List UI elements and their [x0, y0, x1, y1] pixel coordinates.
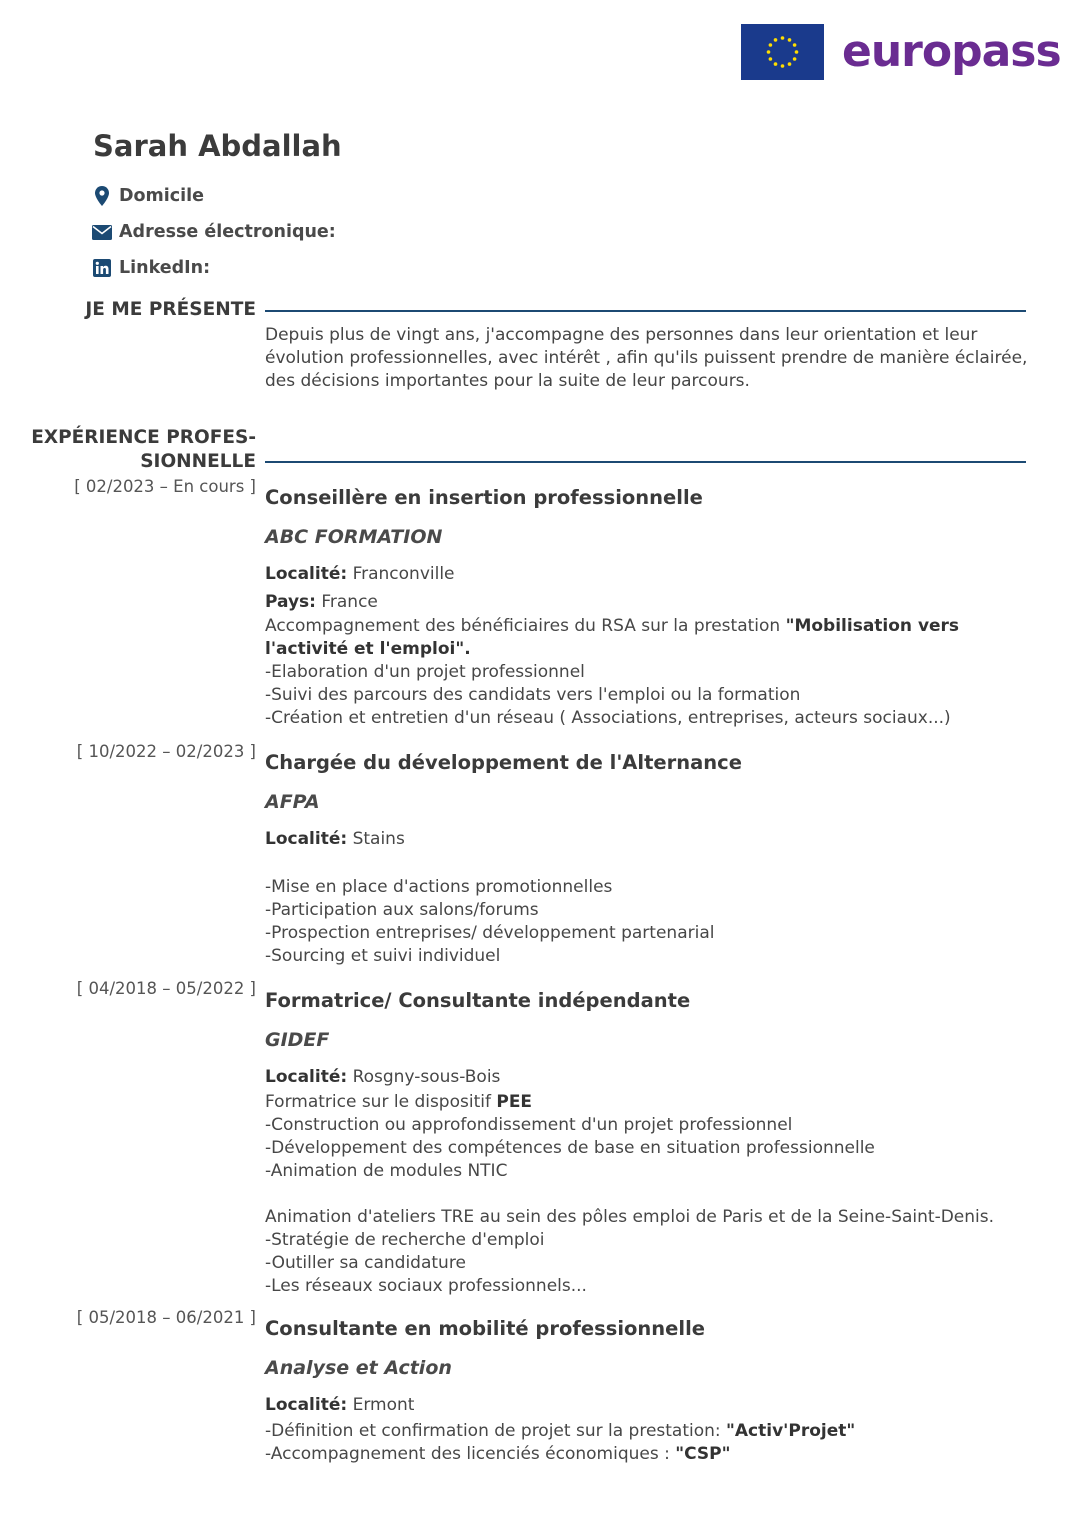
job-locality: Localité: Stains — [265, 829, 405, 849]
job-bullet: -Suivi des parcours des candidats vers l'emploi ou la formation — [265, 685, 801, 705]
job-bullet: -Accompagnement des licenciés économiques : "CSP" — [265, 1444, 731, 1464]
job-description: Formatrice sur le dispositif PEE — [265, 1092, 533, 1112]
job-bullet: -Animation de modules NTIC — [265, 1161, 508, 1181]
linkedin-icon — [91, 258, 113, 278]
contact-label: LinkedIn: — [119, 258, 211, 278]
eu-flag-logo — [741, 24, 824, 80]
job-bullet: -Outiller sa candidature — [265, 1253, 466, 1273]
job-locality: Localité: Ermont — [265, 1395, 415, 1415]
job-bullet: -Développement des compétences de base en situation professionnelle — [265, 1138, 875, 1158]
section-divider — [265, 461, 1026, 463]
job-title: Chargée du développement de l'Alternance — [265, 751, 742, 774]
job-locality: Localité: Franconville — [265, 564, 455, 584]
envelope-icon — [91, 222, 113, 242]
section-title-line: SIONNELLE — [140, 451, 256, 472]
europass-logo-text: europass — [842, 26, 1061, 77]
contact-address — [91, 184, 204, 208]
job-bullet: -Création et entretien d'un réseau ( Associations, entreprises, acteurs sociaux...) — [265, 708, 951, 728]
job-bullet: -Les réseaux sociaux professionnels... — [265, 1276, 587, 1296]
contact-label: Adresse électronique: — [119, 222, 336, 242]
job-employer: GIDEF — [265, 1029, 330, 1051]
contact-email — [91, 220, 336, 244]
job-title: Formatrice/ Consultante indépendante — [265, 989, 691, 1012]
job-dates: [ 02/2023 – En cours ] — [74, 477, 256, 496]
contact-label: Domicile — [119, 186, 205, 206]
job-employer: AFPA — [265, 791, 320, 813]
person-name: Sarah Abdallah — [93, 129, 342, 163]
section-title-line: EXPÉRIENCE PROFES- — [31, 427, 256, 448]
section-title-experience — [31, 426, 256, 474]
job-dates: [ 04/2018 – 05/2022 ] — [76, 979, 256, 998]
job-description: Accompagnement des bénéficiaires du RSA sur la prestation "Mobilisation vers — [265, 616, 960, 636]
job-country: Pays: France — [265, 592, 378, 612]
job-description: Animation d'ateliers TRE au sein des pôles emploi de Paris et de la Seine-Saint-Denis. — [265, 1207, 995, 1227]
job-employer: ABC FORMATION — [265, 526, 443, 548]
job-bullet: -Sourcing et suivi individuel — [265, 946, 501, 966]
eu-stars-icon — [741, 24, 824, 80]
job-title: Conseillère en insertion professionnelle — [265, 486, 703, 509]
job-bullet: -Stratégie de recherche d'emploi — [265, 1230, 545, 1250]
contact-linkedin — [91, 256, 210, 280]
job-description: l'activité et l'emploi". — [265, 639, 471, 659]
job-bullet: -Définition et confirmation de projet sur la prestation: "Activ'Projet" — [265, 1421, 856, 1441]
job-dates: [ 10/2022 – 02/2023 ] — [76, 742, 256, 761]
job-dates: [ 05/2018 – 06/2021 ] — [76, 1308, 256, 1327]
job-bullet: -Prospection entreprises/ développement partenarial — [265, 923, 715, 943]
job-bullet: -Construction ou approfondissement d'un projet professionnel — [265, 1115, 793, 1135]
section-title-about: JE ME PRÉSENTE — [85, 299, 256, 320]
job-title: Consultante en mobilité professionnelle — [265, 1317, 705, 1340]
job-employer: Analyse et Action — [265, 1357, 452, 1379]
job-locality: Localité: Rosgny-sous-Bois — [265, 1067, 501, 1087]
about-text: Depuis plus de vingt ans, j'accompagne des personnes dans leur orientation et leur évolution professionnelles, avec intérêt , afin qu'ils puissent prendre de manière éclairée, des décisions importantes pour la suite de leur parcours. — [265, 325, 1028, 391]
job-bullet: -Mise en place d'actions promotionnelles — [265, 877, 613, 897]
location-pin-icon — [91, 186, 113, 206]
job-bullet: -Elaboration d'un projet professionnel — [265, 662, 585, 682]
job-bullet: -Participation aux salons/forums — [265, 900, 539, 920]
section-divider — [265, 310, 1026, 312]
